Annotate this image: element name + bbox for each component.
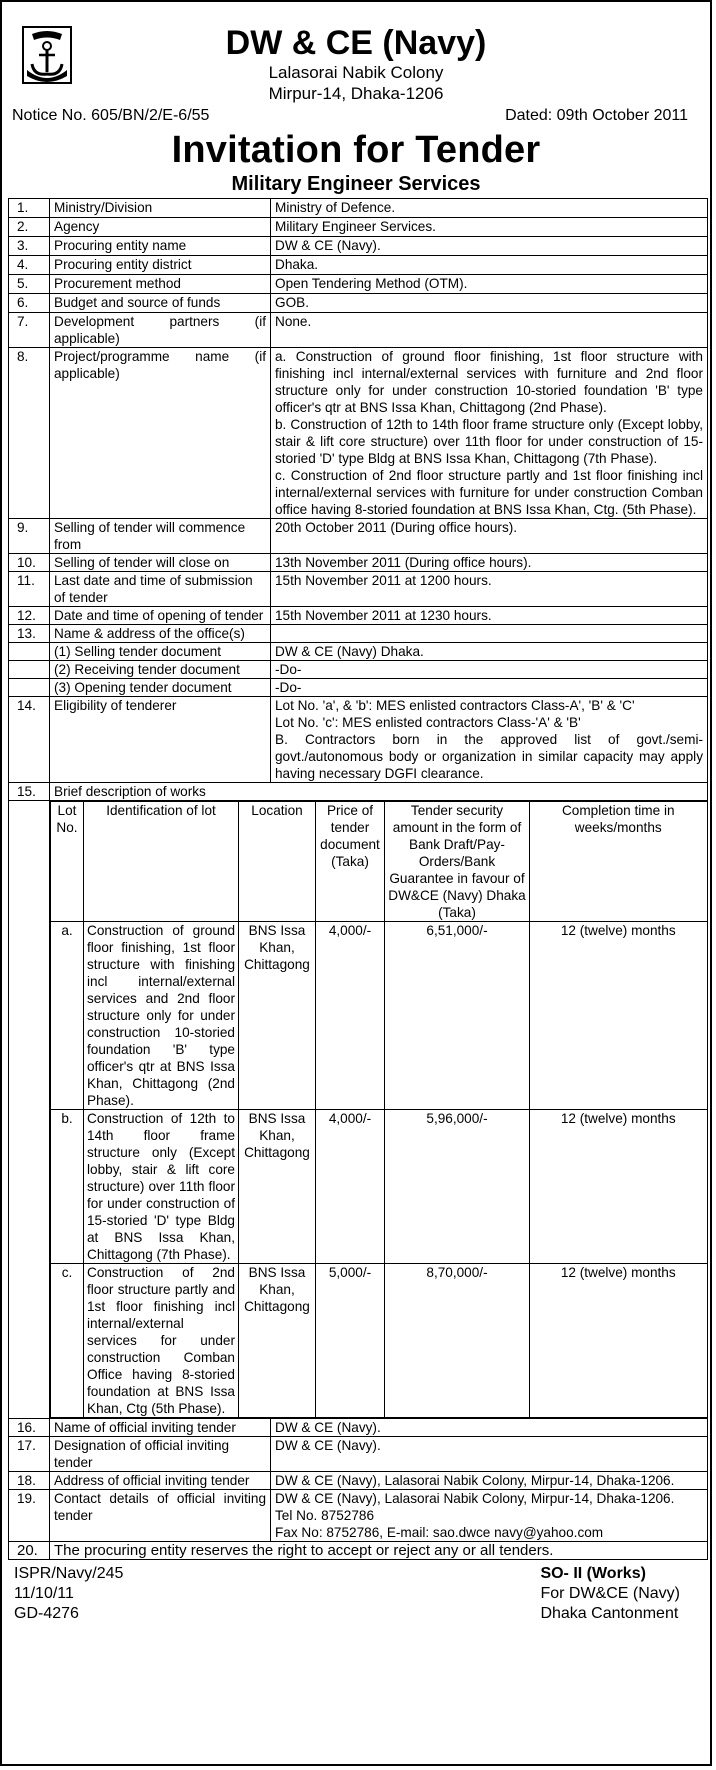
row-number: 10. — [9, 554, 50, 572]
lot-description: Construction of 12th to 14th floor frame structure only (Except lobby, stair & lift core structure) over 11th floor for under construction of 15-storied 'D' type Bldg at BNS Issa Khan, Chittagong (7th Phase). — [84, 1110, 239, 1264]
works-table — [50, 801, 708, 1418]
row-label: Address of official inviting tender — [50, 1472, 271, 1490]
row-label: Contact details of official inviting tender — [50, 1490, 271, 1542]
row-number: 9. — [9, 519, 50, 554]
table-row — [9, 348, 708, 519]
row-value: DW & CE (Navy). — [271, 237, 708, 256]
row-value: None. — [271, 313, 708, 348]
row-label: Ministry/Division — [50, 199, 271, 218]
table-row — [9, 256, 708, 275]
footer-date: 11/10/11 — [14, 1585, 74, 1602]
lot-location: BNS Issa Khan, Chittagong — [239, 922, 316, 1110]
footer-signatory — [540, 1564, 680, 1624]
row-number: 12. — [9, 607, 50, 625]
row-label: Development partners (if applicable) — [50, 313, 271, 348]
eligibility-line-1: Lot No. 'a', & 'b': MES enlisted contractors Class-A', 'B' & 'C' — [275, 698, 635, 713]
table-row — [9, 519, 708, 554]
office-value: -Do- — [271, 679, 708, 697]
row-number: 15. — [9, 783, 50, 801]
row-label: Name of official inviting tender — [50, 1419, 271, 1437]
row-number: 19. — [9, 1490, 50, 1542]
eligibility-line-2: Lot No. 'c': MES enlisted contractors Class-'A' & 'B' — [275, 715, 581, 730]
eligibility-line-3: B. Contractors born in the approved list of govt./semi-govt./autonomous body or organization in similar capacity may apply having necessary DGFI clearance. — [275, 732, 703, 781]
ispr-number: ISPR/Navy/245 — [14, 1565, 124, 1582]
row-value: Military Engineer Services. — [271, 218, 708, 237]
row-number: 2. — [9, 218, 50, 237]
row-number: 20. — [9, 1542, 50, 1560]
table-row — [9, 625, 708, 643]
row-label: Selling of tender will commence from — [50, 519, 271, 554]
table-row — [9, 697, 708, 783]
row-value: 13th November 2011 (During office hours). — [271, 554, 708, 572]
works-row — [51, 1264, 708, 1418]
header-completion: Completion time in weeks/months — [530, 802, 708, 922]
eligibility-details — [271, 697, 708, 783]
table-row — [9, 199, 708, 218]
row-value: DW & CE (Navy). — [271, 1419, 708, 1437]
table-row — [9, 1490, 708, 1542]
row-label: Name & address of the office(s) — [50, 625, 271, 643]
office-label: (2) Receiving tender document — [50, 661, 271, 679]
office-value: DW & CE (Navy) Dhaka. — [271, 643, 708, 661]
table-row — [9, 237, 708, 256]
office-label: (3) Opening tender document — [50, 679, 271, 697]
lot-completion: 12 (twelve) months — [530, 1110, 708, 1264]
row-number: 16. — [9, 1419, 50, 1437]
notice-number: Notice No. 605/BN/2/E-6/55 — [12, 107, 210, 124]
lot-location: BNS Issa Khan, Chittagong — [239, 1110, 316, 1264]
gd-number: GD-4276 — [14, 1605, 79, 1622]
lot-security: 5,96,000/- — [385, 1110, 530, 1264]
rows-1-7 — [9, 199, 708, 1560]
table-row — [9, 294, 708, 313]
row-label: Last date and time of submission of tender — [50, 572, 271, 607]
table-row — [9, 313, 708, 348]
row-value: 15th November 2011 at 1200 hours. — [271, 572, 708, 607]
office-label: (1) Selling tender document — [50, 643, 271, 661]
lot-security: 8,70,000/- — [385, 1264, 530, 1418]
notice-date: Dated: 09th October 2011 — [505, 107, 688, 124]
project-c: c. Construction of 2nd floor structure partly and 1st floor finishing incl internal/external services with furniture for under construction Comban office having 8-storied foundation at BNS Issa Khan, Ctg. (5th Phase). — [275, 468, 703, 517]
row-label: Procuring entity district — [50, 256, 271, 275]
organization-address — [2, 62, 710, 104]
header-price: Price of tender document (Taka) — [316, 802, 385, 922]
row-value: Dhaka. — [271, 256, 708, 275]
row-number: 14. — [9, 697, 50, 783]
lot-security: 6,51,000/- — [385, 922, 530, 1110]
lot-location: BNS Issa Khan, Chittagong — [239, 1264, 316, 1418]
row-value — [271, 625, 708, 643]
row-value: 20th October 2011 (During office hours). — [271, 519, 708, 554]
project-b: b. Construction of 12th to 14th floor frame structure only (Except lobby, stair & lift core structure) over 11th floor for under construction of 15-storied 'D' type Bldg at BNS Issa Khan, Chittagong (7th Phase). — [275, 417, 703, 466]
footer-reference — [14, 1564, 123, 1624]
lot-completion: 12 (twelve) months — [530, 922, 708, 1110]
contact-fax-email: Fax No: 8752786, E-mail: sao.dwce navy@yahoo.com — [275, 1525, 604, 1540]
notice-footer — [2, 1560, 710, 1640]
page-subtitle: Military Engineer Services — [231, 173, 481, 195]
project-a: a. Construction of ground floor finishing, 1st floor structure with finishing incl internal/external services with furniture and 2nd floor structure only for under construction 10-storied foundation 'B' type officer's qtr at BNS Issa Khan, Chittagong (2nd Phase). — [275, 349, 703, 415]
contact-address: DW & CE (Navy), Lalasorai Nabik Colony, Mirpur-14, Dhaka-1206. — [275, 1491, 675, 1506]
table-row — [9, 1419, 708, 1437]
row-value: Open Tendering Method (OTM). — [271, 275, 708, 294]
table-row — [9, 783, 708, 801]
contact-details — [271, 1490, 708, 1542]
table-row — [9, 679, 708, 697]
header-identification: Identification of lot — [84, 802, 239, 922]
row-value: Ministry of Defence. — [271, 199, 708, 218]
row-number: 3. — [9, 237, 50, 256]
row-value: DW & CE (Navy), Lalasorai Nabik Colony, Mirpur-14, Dhaka-1206. — [271, 1472, 708, 1490]
lot-number: b. — [51, 1110, 84, 1264]
row-number: 4. — [9, 256, 50, 275]
works-row — [51, 922, 708, 1110]
row-number: 5. — [9, 275, 50, 294]
row-label: Procuring entity name — [50, 237, 271, 256]
table-row — [9, 218, 708, 237]
row-label: Date and time of opening of tender — [50, 607, 271, 625]
signatory-location: Dhaka Cantonment — [540, 1605, 679, 1622]
office-value: -Do- — [271, 661, 708, 679]
row-value: 15th November 2011 at 1230 hours. — [271, 607, 708, 625]
works-header-row — [51, 802, 708, 922]
lot-completion: 12 (twelve) months — [530, 1264, 708, 1418]
lot-description: Construction of ground floor finishing, 1st floor structure with finishing incl internal/external services and 2nd floor structure only for under construction 10-storied foundation 'B' type officer's qtr at BNS Issa Khan, Chittagong (2nd Phase). — [84, 922, 239, 1110]
signatory-designation: SO- II (Works) — [540, 1565, 646, 1582]
works-row — [51, 1110, 708, 1264]
lot-number: a. — [51, 922, 84, 1110]
project-names — [271, 348, 708, 519]
row-label: Eligibility of tenderer — [50, 697, 271, 783]
address-line-2: Mirpur-14, Dhaka-1206 — [268, 84, 444, 103]
organization-name: DW & CE (Navy) — [225, 24, 487, 62]
row-label: Designation of official inviting tender — [50, 1437, 271, 1472]
lot-price: 5,000/- — [316, 1264, 385, 1418]
table-row — [9, 801, 708, 1419]
table-row — [9, 607, 708, 625]
row-number: 11. — [9, 572, 50, 607]
table-row — [9, 1437, 708, 1472]
header-lot: Lot No. — [51, 802, 84, 922]
page-title: Invitation for Tender — [171, 129, 541, 171]
row-number: 1. — [9, 199, 50, 218]
table-row — [9, 661, 708, 679]
row-label: Procurement method — [50, 275, 271, 294]
tender-details-table — [8, 198, 708, 1560]
row-label: Agency — [50, 218, 271, 237]
header-security: Tender security amount in the form of Bank Draft/Pay-Orders/Bank Guarantee in favour of DW&CE (Navy) Dhaka (Taka) — [385, 802, 530, 922]
table-row — [9, 572, 708, 607]
row-value: DW & CE (Navy). — [271, 1437, 708, 1472]
row-number: 7. — [9, 313, 50, 348]
row-label: Project/programme name (if applicable) — [50, 348, 271, 519]
lot-price: 4,000/- — [316, 922, 385, 1110]
table-row — [9, 1472, 708, 1490]
lot-price: 4,000/- — [316, 1110, 385, 1264]
table-row — [9, 643, 708, 661]
row-number: 18. — [9, 1472, 50, 1490]
header-location: Location — [239, 802, 316, 922]
row-label: Budget and source of funds — [50, 294, 271, 313]
address-line-1: Lalasorai Nabik Colony — [268, 63, 444, 82]
notice-header — [2, 2, 710, 130]
row-value: The procuring entity reserves the right to accept or reject any or all tenders. — [50, 1542, 708, 1560]
row-label: Brief description of works — [50, 783, 708, 801]
lot-number: c. — [51, 1264, 84, 1418]
signatory-for: For DW&CE (Navy) — [540, 1585, 680, 1602]
row-label: Selling of tender will close on — [50, 554, 271, 572]
row-value: GOB. — [271, 294, 708, 313]
contact-tel: Tel No. 8752786 — [275, 1508, 375, 1523]
table-row — [9, 275, 708, 294]
row-number: 13. — [9, 625, 50, 643]
row-number: 6. — [9, 294, 50, 313]
lot-description: Construction of 2nd floor structure partly and 1st floor finishing incl internal/external services for under construction Comban Office having 8-storied foundation at BNS Issa Khan, Ctg (5th Phase). — [84, 1264, 239, 1418]
table-row — [9, 1542, 708, 1560]
table-row — [9, 554, 708, 572]
row-number: 17. — [9, 1437, 50, 1472]
row-number: 8. — [9, 348, 50, 519]
